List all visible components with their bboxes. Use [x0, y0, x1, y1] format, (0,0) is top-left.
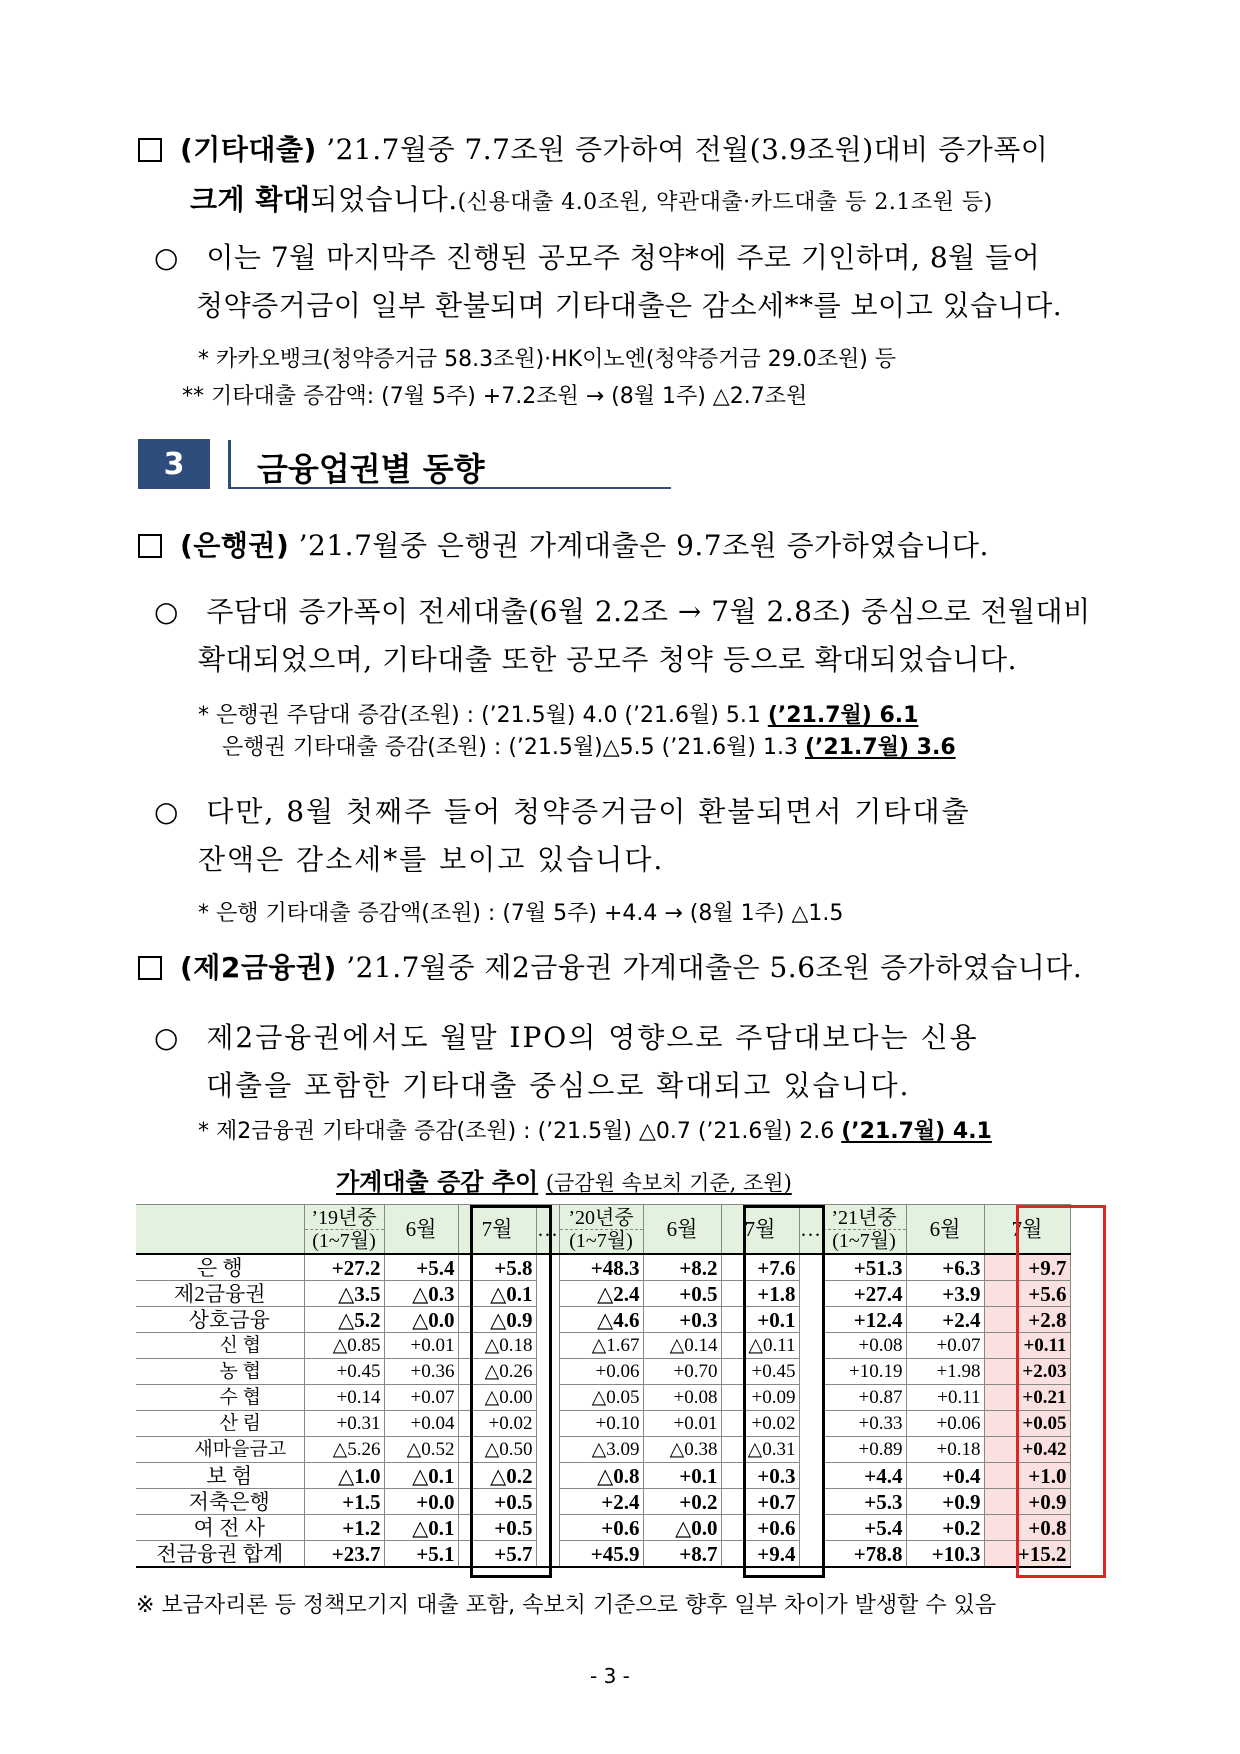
table-cell: △5.26	[304, 1437, 384, 1463]
table-cell: +0.2	[643, 1489, 721, 1515]
table-cell: △0.26	[458, 1359, 536, 1385]
emphasis-text: 크게 확대	[190, 183, 311, 216]
table-cell: △1.67	[559, 1333, 643, 1359]
table-cell: +5.4	[822, 1515, 906, 1541]
table-cell: +0.18	[906, 1437, 984, 1463]
table-cell: +9.4	[721, 1541, 799, 1568]
checkbox-square-icon	[138, 534, 162, 558]
header-dots: …	[799, 1205, 822, 1255]
table-cell: +2.4	[559, 1489, 643, 1515]
bullet-icon: ○	[154, 795, 179, 828]
header-2021: ’21년중 (1~7월)	[822, 1205, 906, 1255]
row-label: 수 협	[136, 1385, 304, 1411]
table-cell: △1.0	[304, 1463, 384, 1489]
bullet-line-2: 잔액은 감소세*를 보이고 있습니다.	[198, 843, 665, 876]
table-cell: +1.5	[304, 1489, 384, 1515]
table-cell: +10.3	[906, 1541, 984, 1568]
header-jul-2019: 7월	[458, 1205, 536, 1255]
row-label: 신 협	[136, 1333, 304, 1359]
table-cell: △4.6	[559, 1307, 643, 1333]
table-cell: +23.7	[304, 1541, 384, 1568]
table-cell: +0.02	[721, 1411, 799, 1437]
table-cell: +0.0	[384, 1489, 458, 1515]
table-cell: +0.8	[984, 1515, 1070, 1541]
gap-cell	[536, 1411, 559, 1437]
gap-cell	[536, 1463, 559, 1489]
table-cell: +0.3	[643, 1307, 721, 1333]
table-cell: △0.1	[384, 1463, 458, 1489]
paragraph-line: ’21.7월중 제2금융권 가계대출은 5.6조원 증가하였습니다.	[346, 951, 1083, 984]
table-cell: +5.1	[384, 1541, 458, 1568]
table-cell: +48.3	[559, 1254, 643, 1281]
gap-cell	[799, 1281, 822, 1307]
bullet-paragraph	[154, 1016, 979, 1056]
gap-cell	[799, 1254, 822, 1281]
bullet-line-2: 대출을 포함한 기타대출 중심으로 확대되고 있습니다.	[206, 1069, 911, 1102]
table-cell: △0.31	[721, 1437, 799, 1463]
table-cell: +0.07	[906, 1333, 984, 1359]
table-row	[136, 1463, 1070, 1489]
paragraph-small-text: (신용대출 4.0조원, 약관대출·카드대출 등 2.1조원 등)	[457, 190, 993, 215]
gap-cell	[536, 1437, 559, 1463]
header-dots: …	[536, 1205, 559, 1255]
table-row	[136, 1254, 1070, 1281]
table-cell: △0.3	[384, 1281, 458, 1307]
header-jun-2020: 6월	[643, 1205, 721, 1255]
gap-cell	[536, 1489, 559, 1515]
gap-cell	[799, 1437, 822, 1463]
table-cell: △0.05	[559, 1385, 643, 1411]
table-title: 가계대출 증감 추이	[336, 1168, 539, 1196]
gap-cell	[799, 1359, 822, 1385]
table-cell: △3.09	[559, 1437, 643, 1463]
table-cell: +5.7	[458, 1541, 536, 1568]
paragraph-banks	[138, 524, 989, 564]
table-cell: +27.2	[304, 1254, 384, 1281]
table-cell: +0.5	[458, 1489, 536, 1515]
table-cell: +12.4	[822, 1307, 906, 1333]
table-cell: +2.8	[984, 1307, 1070, 1333]
table-cell: +0.36	[384, 1359, 458, 1385]
table-row	[136, 1307, 1070, 1333]
footnote: * 은행 기타대출 증감액(조원) : (7월 5주) +4.4 → (8월 1주) △1.5	[198, 901, 844, 926]
table-cell: +0.45	[721, 1359, 799, 1385]
footnote-row	[222, 730, 956, 761]
table-cell: △0.0	[384, 1307, 458, 1333]
gap-cell	[799, 1515, 822, 1541]
table-cell: △0.18	[458, 1333, 536, 1359]
table-title-row	[336, 1162, 792, 1197]
header-blank	[136, 1205, 304, 1255]
paragraph-tag: (제2금융권)	[180, 951, 337, 984]
bullet-icon: ○	[154, 595, 179, 628]
header-jun-2019: 6월	[384, 1205, 458, 1255]
bullet-line: 다만, 8월 첫째주 들어 청약증거금이 환불되면서 기타대출	[206, 795, 971, 828]
table-title-note: (금감원 속보치 기준, 조원)	[545, 1171, 792, 1195]
header-jul-2021: 7월	[984, 1205, 1070, 1255]
table-cell: +5.4	[384, 1254, 458, 1281]
table-cell: +0.6	[721, 1515, 799, 1541]
row-label: 산 림	[136, 1411, 304, 1437]
table-cell: +3.9	[906, 1281, 984, 1307]
table-cell: +1.2	[304, 1515, 384, 1541]
table-cell: +0.9	[984, 1489, 1070, 1515]
table-cell: +5.6	[984, 1281, 1070, 1307]
table-cell: +0.09	[721, 1385, 799, 1411]
table-row	[136, 1437, 1070, 1463]
table-cell: +0.1	[643, 1463, 721, 1489]
paragraph-other-loans	[138, 128, 1048, 168]
gap-cell	[536, 1359, 559, 1385]
page-number: - 3 -	[590, 1664, 630, 1688]
paragraph-text: 되었습니다.	[310, 183, 458, 216]
table-cell: +0.42	[984, 1437, 1070, 1463]
table-cell: △0.14	[643, 1333, 721, 1359]
table-cell: +27.4	[822, 1281, 906, 1307]
table-cell: +0.2	[906, 1515, 984, 1541]
table-cell: +0.07	[384, 1385, 458, 1411]
table-cell: +45.9	[559, 1541, 643, 1568]
table-cell: +0.08	[822, 1333, 906, 1359]
footnote-label: 은행권 기타대출 증감(조원) : (’21.5월)△5.5 (’21.6월) 1.3	[222, 735, 798, 760]
table-cell: +0.6	[559, 1515, 643, 1541]
footnote: * 카카오뱅크(청약증거금 58.3조원)·HK이노엔(청약증거금 29.0조원) 등	[198, 347, 897, 372]
table-cell: +0.5	[458, 1515, 536, 1541]
table-cell: +0.9	[906, 1489, 984, 1515]
table-row	[136, 1281, 1070, 1307]
table-cell: △0.85	[304, 1333, 384, 1359]
row-label: 저축은행	[136, 1489, 304, 1515]
table-cell: +7.6	[721, 1254, 799, 1281]
footnote: ** 기타대출 증감액: (7월 5주) +7.2조원 → (8월 1주) △2.7조원	[182, 384, 808, 409]
bullet-line: 주담대 증가폭이 전세대출(6월 2.2조 → 7월 2.8조) 중심으로 전월대비	[206, 595, 1091, 628]
gap-cell	[536, 1541, 559, 1568]
table-row	[136, 1541, 1070, 1568]
gap-cell	[536, 1281, 559, 1307]
paragraph-line: ’21.7월중 은행권 가계대출은 9.7조원 증가하였습니다.	[298, 529, 989, 562]
gap-cell	[799, 1307, 822, 1333]
section-title: 금융업권별 동향	[257, 450, 485, 488]
table-cell: +1.98	[906, 1359, 984, 1385]
footnote-highlight: (’21.7월) 3.6	[805, 735, 956, 760]
table-cell: +5.3	[822, 1489, 906, 1515]
bullet-paragraph	[154, 790, 971, 830]
gap-cell	[536, 1385, 559, 1411]
header-jul-2020: 7월	[721, 1205, 799, 1255]
table-cell: +2.03	[984, 1359, 1070, 1385]
table-cell: +0.70	[643, 1359, 721, 1385]
row-label: 전금융권 합계	[136, 1541, 304, 1568]
table-cell: +0.10	[559, 1411, 643, 1437]
table-cell: △0.1	[384, 1515, 458, 1541]
bullet-icon: ○	[154, 241, 179, 274]
table-cell: △5.2	[304, 1307, 384, 1333]
table-cell: △0.2	[458, 1463, 536, 1489]
bullet-line: 제2금융권에서도 월말 IPO의 영향으로 주담대보다는 신용	[206, 1021, 979, 1054]
table-cell: +6.3	[906, 1254, 984, 1281]
table-cell: △0.9	[458, 1307, 536, 1333]
table-cell: △3.5	[304, 1281, 384, 1307]
table-cell: +0.14	[304, 1385, 384, 1411]
paragraph-tag: (은행권)	[180, 529, 290, 562]
table-cell: +0.5	[643, 1281, 721, 1307]
bullet-line-2: 확대되었으며, 기타대출 또한 공모주 청약 등으로 확대되었습니다.	[198, 643, 1018, 676]
table-cell: +0.08	[643, 1385, 721, 1411]
bullet-icon: ○	[154, 1021, 179, 1054]
gap-cell	[799, 1463, 822, 1489]
bullet-paragraph	[154, 236, 1040, 276]
table-cell: +0.89	[822, 1437, 906, 1463]
table-cell: +1.8	[721, 1281, 799, 1307]
footnote-row	[198, 698, 918, 729]
table-cell: +0.11	[984, 1333, 1070, 1359]
footnote-label: * 제2금융권 기타대출 증감(조원) : (’21.5월) △0.7 (’21.6월) 2.6	[198, 1119, 835, 1144]
table-cell: +8.7	[643, 1541, 721, 1568]
table-cell: +15.2	[984, 1541, 1070, 1568]
row-label: 은 행	[136, 1254, 304, 1281]
table-cell: +0.31	[304, 1411, 384, 1437]
header-jun-2021: 6월	[906, 1205, 984, 1255]
paragraph-line: ’21.7월중 7.7조원 증가하여 전월(3.9조원)대비 증가폭이	[326, 133, 1049, 166]
household-loan-table	[136, 1204, 1071, 1568]
gap-cell	[799, 1541, 822, 1568]
checkbox-square-icon	[138, 956, 162, 980]
table-cell: +9.7	[984, 1254, 1070, 1281]
footnote-highlight: (’21.7월) 4.1	[841, 1119, 992, 1144]
table-cell: +78.8	[822, 1541, 906, 1568]
paragraph-line-2	[190, 178, 993, 218]
table-cell: +0.04	[384, 1411, 458, 1437]
table-cell: +5.8	[458, 1254, 536, 1281]
gap-cell	[799, 1333, 822, 1359]
table-cell: +0.7	[721, 1489, 799, 1515]
table-cell: +0.11	[906, 1385, 984, 1411]
table-cell: +0.1	[721, 1307, 799, 1333]
table-cell: △0.00	[458, 1385, 536, 1411]
table-cell: +0.05	[984, 1411, 1070, 1437]
table-cell: △0.8	[559, 1463, 643, 1489]
bullet-paragraph	[154, 590, 1091, 630]
gap-cell	[536, 1333, 559, 1359]
table-cell: +0.06	[906, 1411, 984, 1437]
row-label: 여 전 사	[136, 1515, 304, 1541]
table-row	[136, 1359, 1070, 1385]
table-row	[136, 1411, 1070, 1437]
table-cell: +0.01	[643, 1411, 721, 1437]
table-cell: △2.4	[559, 1281, 643, 1307]
table-footnote: ※ 보금자리론 등 정책모기지 대출 포함, 속보치 기준으로 향후 일부 차이가 발생할 수 있음	[136, 1593, 997, 1618]
table-cell: +1.0	[984, 1463, 1070, 1489]
gap-cell	[536, 1307, 559, 1333]
gap-cell	[799, 1489, 822, 1515]
table-cell: +10.19	[822, 1359, 906, 1385]
table-cell: +0.33	[822, 1411, 906, 1437]
table-cell: △0.1	[458, 1281, 536, 1307]
header-2020: ’20년중 (1~7월)	[559, 1205, 643, 1255]
footnote-label: * 은행권 주담대 증감(조원) : (’21.5월) 4.0 (’21.6월) 5.1	[198, 703, 761, 728]
gap-cell	[799, 1385, 822, 1411]
table-row	[136, 1515, 1070, 1541]
table-cell: +0.06	[559, 1359, 643, 1385]
section-title-box	[228, 440, 671, 489]
row-label: 농 협	[136, 1359, 304, 1385]
table-cell: +2.4	[906, 1307, 984, 1333]
table-cell: +0.87	[822, 1385, 906, 1411]
table-cell: +8.2	[643, 1254, 721, 1281]
table-cell: +0.01	[384, 1333, 458, 1359]
table-cell: +51.3	[822, 1254, 906, 1281]
gap-cell	[536, 1515, 559, 1541]
table-cell: +0.21	[984, 1385, 1070, 1411]
table-row	[136, 1489, 1070, 1515]
section-number: 3	[138, 439, 210, 489]
checkbox-square-icon	[138, 138, 162, 162]
row-label: 제2금융권	[136, 1281, 304, 1307]
table-cell: △0.52	[384, 1437, 458, 1463]
table-cell: +0.4	[906, 1463, 984, 1489]
gap-cell	[536, 1254, 559, 1281]
row-label: 보 험	[136, 1463, 304, 1489]
table-cell: +0.02	[458, 1411, 536, 1437]
row-label: 상호금융	[136, 1307, 304, 1333]
table-cell: +0.3	[721, 1463, 799, 1489]
table-cell: △0.50	[458, 1437, 536, 1463]
footnote-highlight: (’21.7월) 6.1	[767, 703, 919, 728]
table-cell: +4.4	[822, 1463, 906, 1489]
bullet-line-2: 청약증거금이 일부 환불되며 기타대출은 감소세**를 보이고 있습니다.	[196, 289, 1063, 322]
table-cell: △0.0	[643, 1515, 721, 1541]
row-label: 새마을금고	[136, 1437, 304, 1463]
table-cell: +0.45	[304, 1359, 384, 1385]
footnote-row	[198, 1114, 992, 1145]
gap-cell	[799, 1411, 822, 1437]
paragraph-non-banks	[138, 946, 1082, 986]
table-cell: △0.38	[643, 1437, 721, 1463]
table-cell: △0.11	[721, 1333, 799, 1359]
bullet-line: 이는 7월 마지막주 진행된 공모주 청약*에 주로 기인하며, 8월 들어	[206, 241, 1041, 274]
table-row	[136, 1385, 1070, 1411]
header-2019: ’19년중 (1~7월)	[304, 1205, 384, 1255]
paragraph-tag: (기타대출)	[180, 133, 317, 166]
table-row	[136, 1333, 1070, 1359]
